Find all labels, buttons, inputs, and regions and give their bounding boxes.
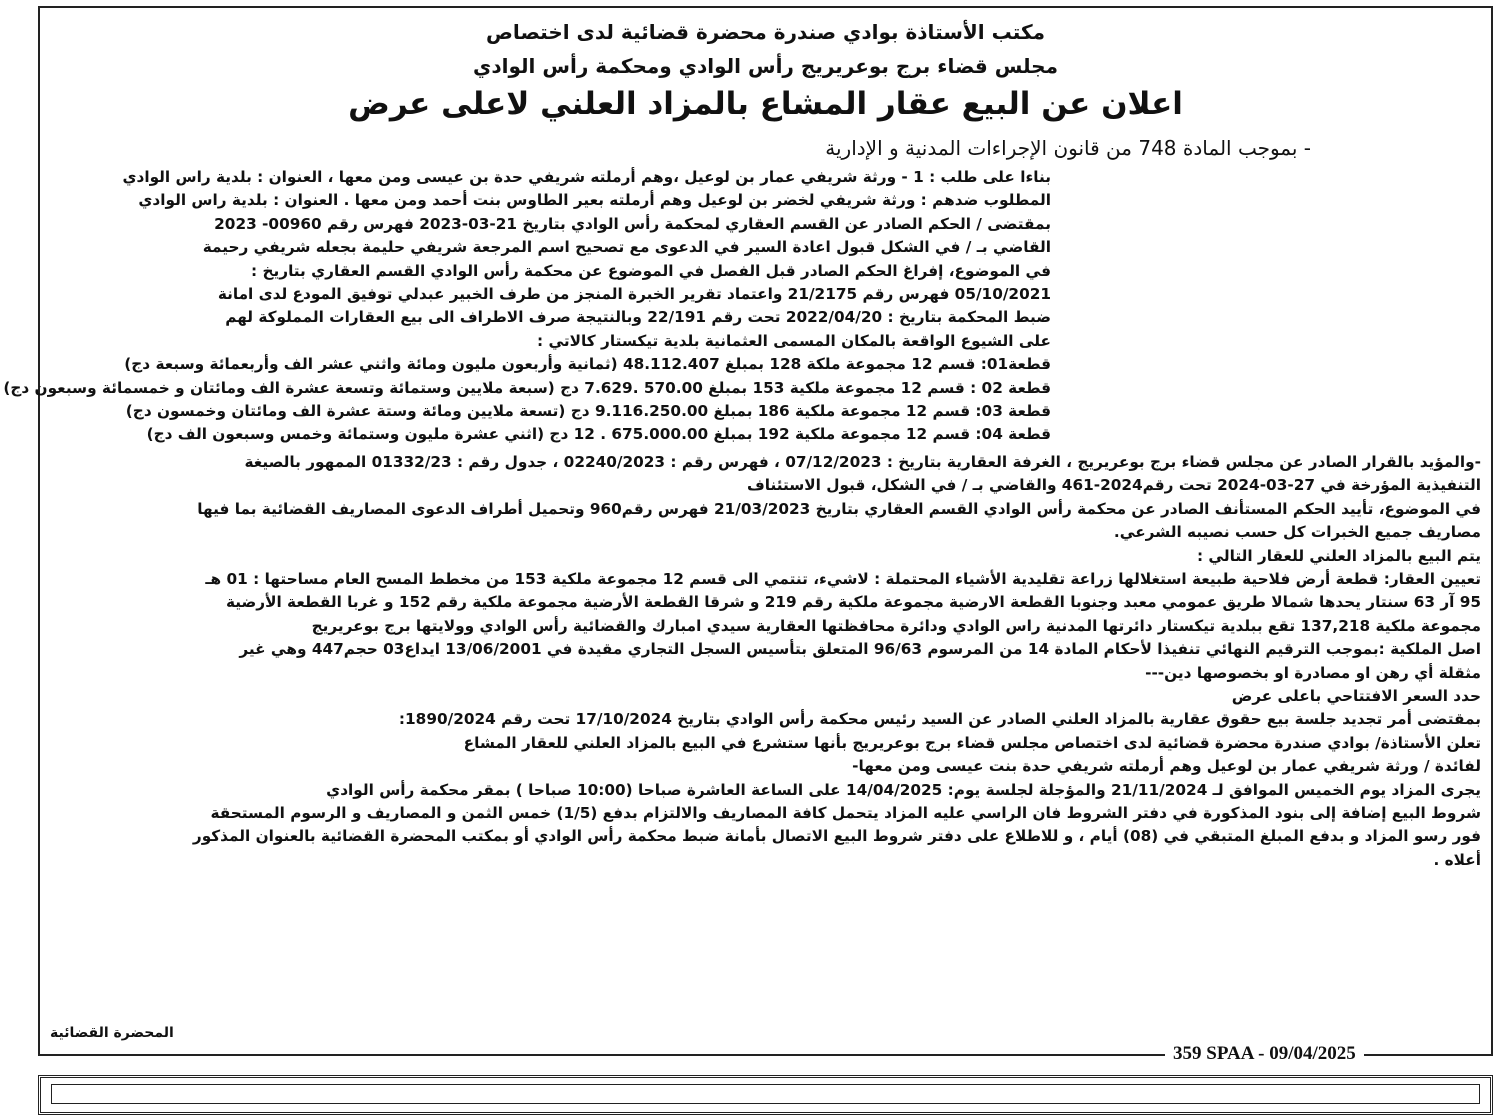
signature: المحضرة القضائية bbox=[50, 1025, 174, 1041]
notice-body-wide bbox=[50, 451, 1481, 872]
notice-header bbox=[50, 18, 1481, 126]
body-line: لفائدة / ورثة شريفي عمار بن لوعيل وهم أرملته شريفي حدة بنت عيسى ومن معها- bbox=[852, 757, 1481, 776]
sale-conditions-line: فور رسو المزاد و بدفع المبلغ المتبقي في (08) أيام ، و للاطلاع على دفتر شروط البيع الاتصال بأمانة ضبط محكمة رأس الوادي أو بمكتب المحضرة القضائية بالعنوان المذكور bbox=[192, 827, 1481, 846]
body-line: المطلوب ضدهم : ورثة شريفي لخضر بن لوعيل وهم أرملته بعير الطاوس بنت أحمد ومن معها . العنوان : بلدية راس الوادي bbox=[138, 191, 1051, 210]
sale-conditions-line: شروط البيع إضافة إلى بنود المذكورة في دفتر الشروط فان الراسي عليه المزاد يتحمل كافة المصاريف والالتزام بدفع (1/5) خمس الثمن و المصاريف و الرسوم المستحقة bbox=[210, 803, 1481, 822]
body-line: يتم البيع بالمزاد العلني للعقار التالي : bbox=[1196, 546, 1481, 565]
body-line: أعلاه . bbox=[1433, 850, 1481, 869]
notice-title: اعلان عن البيع عقار المشاع بالمزاد العلني لاعلى عرض bbox=[348, 86, 1183, 122]
body-line: القاضي بـ / في الشكل قبول اعادة السير في الدعوى مع تصحيح اسم المرجعة شريفي حليمة بجعله شريفي رحيمة bbox=[202, 238, 1051, 257]
body-line: في الموضوع، تأييد الحكم المستأنف الصادر عن محكمة رأس الوادي القسم العقاري بتاريخ 21/03/2023 فهرس رقم960 وتحميل أطراف الدعوى المصاريف القضائية بما فيها bbox=[197, 499, 1481, 518]
body-line: مصاريف جميع الخبرات كل حسب نصيبه الشرعي. bbox=[1113, 523, 1481, 542]
property-description-line: 95 آر 63 سنتار يحدها شمالا طريق عمومي معبد وجنوبا القطعة الارضية مجموعة ملكية رقم 219 و شرقا القطعة الأرضية مجموعة ملكية رقم 152 و غربا القطعة الأرضية bbox=[225, 593, 1481, 612]
parcel-04-line: قطعة 04: قسم 12 مجموعة ملكية 192 بمبلغ 675.000.00 . 12 دج (اثني عشرة مليون وستمائة وخمس وسبعون الف دج) bbox=[146, 425, 1051, 444]
office-line-1: مكتب الأستاذة بوادي صندرة محضرة قضائية لدى اختصاص bbox=[486, 20, 1045, 44]
legal-notice-frame bbox=[3, 6, 1493, 1056]
body-line: في الموضوع، إفراغ الحكم الصادر قبل الفصل في الموضوع عن محكمة رأس الوادي القسم العقاري بتاريخ : bbox=[251, 261, 1051, 280]
ownership-line: اصل الملكية :بموجب الترقيم النهائي تنفيذا لأحكام المادة 14 من المرسوم 96/63 المتعلق بتأسيس السجل التجاري مقيدة في 13/06/2001 ايداع03 حجم447 وهي غير bbox=[239, 640, 1481, 659]
body-line: بمقتضى أمر تجديد جلسة بيع حقوق عقارية بالمزاد العلني الصادر عن السيد رئيس محكمة رأس الوادي بتاريخ 17/10/2024 تحت رقم 1890/2024: bbox=[398, 710, 1481, 729]
opening-price-line: حدد السعر الافتتاحي باعلى عرض bbox=[1231, 686, 1481, 705]
body-line: 05/10/2021 فهرس رقم 21/2175 واعتماد تقرير الخبرة المنجز من طرف الخبير عبدلي توفيق المودع لدى امانة bbox=[217, 285, 1051, 304]
notice-body-narrow bbox=[3, 166, 1481, 447]
next-notice-inner-border bbox=[51, 1084, 1480, 1104]
ownership-line: مثقلة أي رهن او مصادرة او بخصوصها دين--- bbox=[1145, 663, 1481, 682]
parcel-01-line: قطعة01: قسم 12 مجموعة ملكة 128 بمبلغ 48.112.407 (ثمانية وأربعون مليون ومائة واثني عشر الف وأربعمائة وسبعة دج) bbox=[124, 355, 1051, 374]
body-line: التنفيذية المؤرخة في 27-03-2024 تحت رقم2024-461 والقاضي بـ / في الشكل، قبول الاستئناف bbox=[747, 476, 1481, 495]
property-description-line: تعيين العقار: قطعة أرض فلاحية طبيعة استغلالها زراعة تقليدية الأشياء المحتملة : لاشيء، تنتمي الى قسم 12 مجموعة ملكية 153 من مخطط المسح العام مساحتها : 01 هـ bbox=[205, 569, 1481, 588]
body-line: بناءا على طلب : 1 - ورثة شريفي عمار بن لوعيل ،وهم أرملته شريفي حدة بن عيسى ومن معها ، العنوان : بلدية راس الوادي bbox=[122, 168, 1051, 186]
notice-content bbox=[3, 12, 1481, 872]
office-line-2: مجلس قضاء برج بوعريريج رأس الوادي ومحكمة رأس الوادي bbox=[473, 54, 1058, 78]
body-line: -والمؤيد بالقرار الصادر عن مجلس قضاء برج بوعريريج ، الغرفة العقارية بتاريخ : 07/12/2023 ، فهرس رقم : 02240/2023 ، جدول رقم : 01332/23 الممهور بالصيغة bbox=[244, 452, 1481, 471]
publication-reference: 359 SPAA - 09/04/2025 bbox=[1165, 1042, 1364, 1066]
property-description-line: مجموعة ملكية 137,218 تقع ببلدية تيكستار دائرتها المدنية راس الوادي ودائرة محافظتها العقارية سيدي امبارك والقضائية رأس الوادي وولايتها برج بوعريريج bbox=[311, 616, 1481, 635]
article-reference: - بموجب المادة 748 من قانون الإجراءات المدنية و الإدارية bbox=[825, 136, 1311, 160]
parcel-03-line: قطعة 03: قسم 12 مجموعة ملكية 186 بمبلغ 9.116.250.00 دج (تسعة ملايين ومائة وستة عشرة الف ومائتان وخمسون دج) bbox=[125, 402, 1051, 421]
body-line: بمقتضى / الحكم الصادر عن القسم العقاري لمحكمة رأس الوادي بتاريخ 21-03-2023 فهرس رقم 00960- 2023 bbox=[214, 214, 1051, 233]
body-line: ضبط المحكمة بتاريخ : 2022/04/20 تحت رقم 22/191 وبالنتيجة صرف الاطراف الى بيع العقارات المملوكة لهم bbox=[225, 308, 1051, 327]
parcel-02-line: قطعة 02 : قسم 12 مجموعة ملكية 153 بمبلغ 570.00 .7.629 دج (سبعة ملايين وستمائة وتسعة عشرة الف ومائتان و خمسمائة وسبعون دج) bbox=[3, 378, 1051, 397]
body-line: تعلن الأستاذة/ بوادي صندرة محضرة قضائية لدى اختصاص مجلس قضاء برج بوعريريج بأنها ستشرع في البيع بالمزاد العلني للعقار المشاع bbox=[463, 733, 1481, 752]
body-line: على الشيوع الواقعة بالمكان المسمى العثمانية بلدية تيكستار كالاتي : bbox=[537, 331, 1051, 350]
next-notice-frame bbox=[38, 1075, 1493, 1115]
auction-date-line: يجرى المزاد يوم الخميس الموافق لـ 21/11/2024 والمؤجلة لجلسة يوم: 14/04/2025 على الساعة العاشرة صباحا (10:00 صباحا ) بمقر محكمة رأس الوادي bbox=[326, 780, 1481, 799]
